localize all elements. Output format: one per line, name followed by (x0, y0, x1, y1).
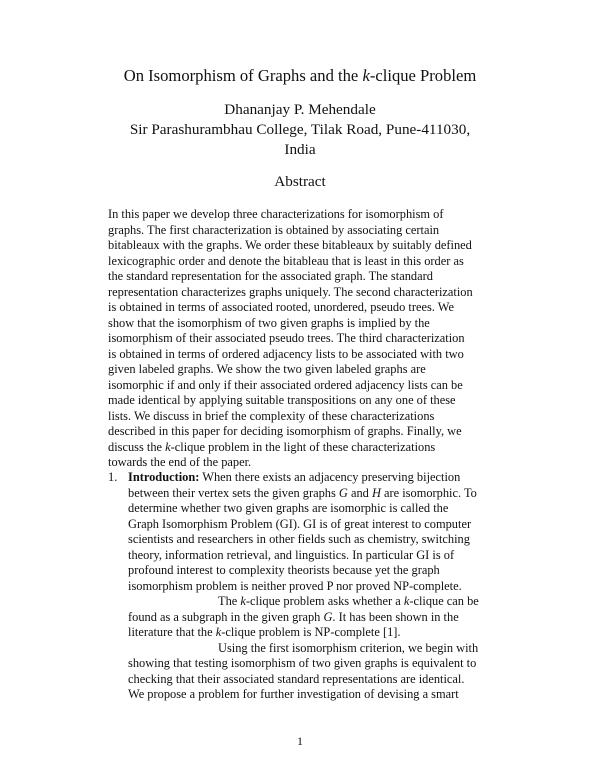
abstract-body (108, 207, 528, 471)
intro-line (128, 470, 528, 486)
intro-text: The (218, 594, 241, 608)
intro-line: checking that their associated standard representations are identical. (128, 671, 465, 686)
abstract-line: graphs. The first characterization is obtained by associating certain (108, 222, 440, 237)
abstract-line: representation characterizes graphs uniquely. The second characterization (108, 284, 473, 299)
author-country: India (284, 141, 316, 158)
abstract-italic-k: k (165, 439, 171, 454)
abstract-line: lexicographic order and denote the bitableau that is least in this order as (108, 253, 464, 268)
abstract-text: -clique problem in the light of these characterizations (170, 439, 436, 454)
intro-text: . It has been shown in the (332, 609, 459, 624)
abstract-line: made identical by applying suitable transpositions on any one of these (108, 393, 456, 407)
paper-title (0, 66, 600, 86)
math-h: H (371, 485, 381, 500)
intro-line: theory, information retrieval, and linguistics. In particular GI is of (128, 547, 455, 562)
intro-text: are isomorphic. To (380, 485, 477, 500)
author-name: Dhananjay P. Mehendale (224, 101, 376, 118)
intro-text: found as a subgraph in the given graph (128, 609, 324, 624)
math-k: k (403, 594, 410, 608)
intro-text: between their vertex sets the given graphs (128, 485, 339, 500)
introduction-body (128, 470, 528, 703)
title-italic-k: k (362, 66, 370, 85)
abstract-line: described in this paper for deciding isomorphism of graphs. Finally, we (108, 424, 462, 438)
intro-line (128, 486, 528, 502)
abstract-text: discuss the (108, 439, 166, 454)
intro-line (128, 610, 528, 626)
author-affiliation: Sir Parashurambhau College, Tilak Road, Pune-411030, (129, 121, 471, 138)
abstract-line: bitableaux with the graphs. We order these bitableaux by suitably defined (108, 238, 472, 252)
intro-line: determine whether two given graphs are isomorphic is called the (128, 501, 449, 515)
intro-line: Graph Isomorphism Problem (GI). GI is of great interest to computer (128, 516, 472, 531)
intro-line (128, 594, 528, 610)
intro-text: and (347, 485, 372, 500)
math-g: G (338, 485, 348, 500)
math-k: k (240, 594, 246, 608)
abstract-line: is obtained in terms of ordered adjacency lists to be associated with two (108, 346, 464, 361)
intro-line: Using the first isomorphism criterion, we begin with (218, 640, 479, 655)
abstract-line: is obtained in terms of associated rooted, unordered, pseudo trees. We (108, 300, 454, 314)
abstract-line: given labeled graphs. We show the two given labeled graphs are (108, 362, 426, 376)
abstract-line: In this paper we develop three characterizations for isomorphism of (108, 207, 444, 221)
page-number: 1 (297, 734, 303, 748)
abstract-line: show that the isomorphism of two given graphs is implied by the (108, 315, 430, 330)
intro-line: isomorphism problem is neither proved P nor proved NP-complete. (128, 578, 462, 593)
intro-line: profound interest to complexity theorists because yet the graph (128, 563, 440, 577)
section-number: 1. (108, 470, 118, 484)
abstract-line: lists. We discuss in brief the complexity of these characterizations (108, 408, 435, 423)
abstract-line: towards the end of the paper. (108, 455, 252, 469)
intro-text: literature that the (128, 625, 216, 639)
abstract-line: isomorphism of their associated pseudo trees. The third characterization (108, 331, 465, 345)
math-g: G (323, 609, 333, 624)
introduction-section (108, 470, 528, 703)
intro-text: -clique problem asks whether a (245, 594, 404, 608)
abstract-heading: Abstract (274, 173, 326, 190)
section-heading: Introduction: (128, 470, 200, 484)
title-text: On Isomorphism of Graphs and the (123, 66, 363, 85)
intro-line (128, 625, 528, 641)
author-block (0, 100, 600, 160)
abstract-line: the standard representation for the associated graph. The standard (108, 269, 433, 283)
math-k: k (215, 625, 222, 639)
title-text-end: -clique Problem (369, 66, 477, 85)
intro-text: -clique can be (409, 594, 479, 608)
abstract-line (108, 440, 528, 456)
intro-line: We propose a problem for further investigation of devising a smart (128, 687, 459, 701)
intro-line: showing that testing isomorphism of two given graphs is equivalent to (128, 656, 477, 670)
intro-line: scientists and researchers in other fields such as chemistry, switching (128, 532, 470, 546)
intro-text: When there exists an adjacency preserving bijection (199, 470, 461, 484)
intro-text: -clique problem is NP-complete [1]. (221, 625, 401, 639)
abstract-line: isomorphic if and only if their associated ordered adjacency lists can be (108, 377, 463, 392)
